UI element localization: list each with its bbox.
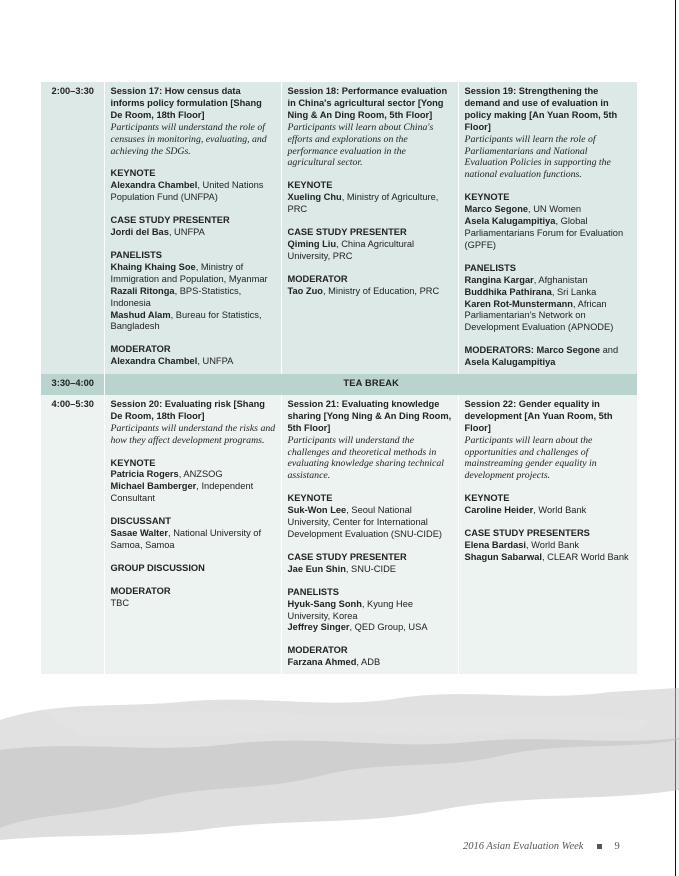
speaker-line: [111, 481, 276, 505]
section-heading: KEYNOTE: [287, 493, 333, 504]
session-cell: [104, 395, 281, 674]
speaker-line: [465, 505, 633, 517]
speaker-name: Farzana Ahmed: [287, 657, 357, 668]
footer-separator-square: [597, 844, 602, 849]
section-heading: KEYNOTE: [287, 180, 333, 191]
speaker-affiliation: , UNFPA: [197, 356, 234, 367]
speaker-name: Patricia Rogers: [110, 469, 179, 480]
speaker-name: Shagun Sabarwal: [464, 551, 542, 562]
speaker-line: [111, 598, 276, 610]
brush-stroke-decoration: [0, 680, 679, 840]
speaker-affiliation: TBC: [110, 597, 130, 608]
speaker-line: [465, 275, 633, 287]
speaker-affiliation: , UNFPA: [168, 227, 205, 238]
footer-event-title: 2016 Asian Evaluation Week: [463, 841, 584, 852]
speaker-affiliation: , QED Group, USA: [349, 622, 428, 633]
speaker-affiliation: , Afghanistan: [533, 274, 588, 285]
speaker-section: [465, 345, 633, 369]
speaker-name: Karen Rot-Munstermann: [464, 298, 573, 309]
speaker-name: Elena Bardasi: [464, 540, 526, 550]
speaker-name: Asela Kalugampitiya: [464, 357, 556, 368]
speaker-line: [288, 622, 453, 634]
speaker-line: [465, 540, 633, 552]
speaker-affiliation: , Global Parliamentarians Forum for Evaluation (GPFE): [464, 216, 624, 250]
speaker-affiliation: , Ministry of Agriculture, PRC: [287, 192, 439, 215]
speaker-name: Alexandra Chambel: [110, 356, 198, 367]
speaker-line: [111, 262, 276, 286]
schedule-table: [41, 82, 637, 674]
speaker-name: Tao Zuo: [287, 285, 323, 296]
speaker-line: [288, 564, 453, 576]
speaker-section: [288, 552, 453, 576]
speaker-affiliation: , World Bank: [526, 540, 580, 550]
session-cell: [281, 82, 458, 374]
speaker-affiliation: , Bureau for Statistics, Bangladesh: [110, 309, 262, 332]
speaker-affiliation: , Kyung Hee University, Korea: [287, 598, 414, 621]
speaker-section: [288, 180, 453, 216]
speaker-affiliation: , ADB: [356, 657, 381, 668]
speaker-name: Hyuk-Sang Sonh: [287, 598, 362, 609]
speaker-line: [288, 192, 453, 216]
section-heading: KEYNOTE: [464, 493, 510, 504]
section-heading: CASE STUDY PRESENTER: [110, 215, 230, 226]
speaker-affiliation: and: [600, 345, 619, 356]
page-footer: [463, 841, 620, 852]
session-cell: [458, 395, 637, 674]
speaker-line: [111, 469, 276, 481]
speaker-line: [111, 310, 276, 334]
session-row: [41, 395, 637, 674]
speaker-name: Jeffrey Singer: [287, 622, 350, 633]
break-time: 3:30–4:00: [41, 374, 104, 395]
speaker-affiliation: , Ministry of Immigration and Population, Myanmar: [110, 261, 268, 284]
speaker-line: [465, 216, 633, 252]
session-title: Session 20: Evaluating risk [Shang De Room, 18th Floor]: [110, 398, 265, 421]
speaker-section: [111, 516, 276, 552]
section-heading: MODERATOR: [287, 645, 348, 656]
speaker-name: Suk-Won Lee: [287, 505, 347, 516]
speaker-section: [111, 250, 276, 333]
speaker-section: [111, 586, 276, 610]
session-description: Participants will learn the role of Parliamentarians and National Evaluation Policies in supporting the national evaluation functions.: [464, 133, 611, 181]
speaker-line: [465, 345, 633, 369]
speaker-name: Jordi del Bas: [110, 227, 169, 238]
speaker-name: Jae Eun Shin: [287, 563, 346, 574]
section-heading: MODERATOR: [287, 273, 348, 284]
speaker-affiliation: , Ministry of Education, PRC: [322, 285, 440, 296]
speaker-name: Alexandra Chambel: [110, 180, 198, 191]
speaker-affiliation: , Sri Lanka: [551, 286, 597, 297]
speaker-section: [111, 458, 276, 506]
speaker-affiliation: , United Nations Population Fund (UNFPA): [110, 180, 264, 203]
speaker-section: [288, 493, 453, 541]
speaker-name: Razali Ritonga: [110, 285, 175, 296]
section-heading: PANELISTS: [464, 262, 516, 273]
session-cell: [104, 82, 281, 374]
speaker-name: Rangina Kargar: [464, 274, 534, 285]
speaker-line: [111, 180, 276, 204]
tea-break-label: TEA BREAK: [104, 374, 637, 395]
speaker-affiliation: , ANZSOG: [178, 469, 223, 480]
speaker-affiliation: , BPS-Statistics, Indonesia: [110, 285, 242, 308]
speaker-line: [288, 657, 453, 669]
speaker-name: Khaing Khaing Soe: [110, 261, 196, 272]
section-heading: CASE STUDY PRESENTER: [287, 551, 407, 562]
session-description: Participants will understand the risks and how they affect development programs.: [110, 422, 276, 446]
speaker-section: [288, 274, 453, 298]
section-heading: PANELISTS: [287, 586, 339, 597]
speaker-section: [111, 168, 276, 204]
time-slot: 4:00–5:30: [41, 395, 104, 674]
speaker-line: [465, 204, 633, 216]
speaker-affiliation: , African Parliamentarian's Network on Development Evaluation (APNODE): [464, 298, 614, 333]
session-cell: [281, 395, 458, 674]
speaker-section: [288, 587, 453, 635]
speaker-affiliation: , China Agricultural University, PRC: [287, 238, 415, 261]
section-heading: DISCUSSANT: [110, 516, 171, 527]
speaker-name: Qiming Liu: [287, 238, 337, 249]
speaker-name: Marco Segone: [464, 204, 529, 215]
speaker-section: [111, 215, 276, 239]
speaker-name: Xueling Chu: [287, 192, 342, 203]
speaker-name: Asela Kalugampitiya: [464, 216, 556, 227]
session-cell: [458, 82, 637, 374]
speaker-affiliation: , Independent Consultant: [110, 481, 254, 504]
speaker-name: Michael Bamberger: [110, 481, 197, 492]
session-description: Participants will understand the role of censuses in monitoring, evaluating, and achieving the SDGs.: [110, 121, 267, 157]
speaker-affiliation: , CLEAR World Bank: [542, 551, 629, 562]
session-title: Session 22: Gender equality in development [An Yuan Room, 5th Floor]: [464, 398, 613, 433]
speaker-line: [111, 528, 276, 552]
time-slot: 2:00–3:30: [41, 82, 104, 374]
session-row: [41, 82, 637, 374]
session-description: Participants will understand the challenges and theoretical methods in evaluating knowledge sharing technical assistance.: [287, 434, 444, 482]
section-heading: PANELISTS: [110, 249, 162, 260]
speaker-affiliation: , UN Women: [528, 204, 582, 215]
speaker-section: [465, 493, 633, 517]
speaker-line: [288, 239, 453, 263]
speaker-name: MODERATORS: Marco Segone: [464, 345, 601, 356]
session-title: Session 21: Evaluating knowledge sharing [Yong Ning & An Ding Room, 5th Floor]: [287, 398, 452, 433]
speaker-section: [465, 528, 633, 564]
speaker-section: [111, 344, 276, 368]
page-number: 9: [614, 841, 620, 852]
session-title: Session 18: Performance evaluation in China's agricultural sector [Yong Ning & An Ding Room, 5th Floor]: [287, 86, 448, 120]
session-description: Participants will learn about China's efforts and explorations on the performance evaluation in the agricultural sector.: [287, 121, 434, 169]
section-heading: MODERATOR: [110, 585, 171, 596]
speaker-line: [288, 286, 453, 298]
speaker-line: [465, 552, 633, 564]
section-heading: KEYNOTE: [464, 192, 510, 203]
speaker-line: [111, 227, 276, 239]
session-title: Session 19: Strengthening the demand and use of evaluation in policy making [An Yuan Room, 5th Floor]: [464, 86, 618, 132]
speaker-name: Caroline Heider: [464, 505, 534, 516]
speaker-line: [111, 356, 276, 368]
session-description: Participants will learn about the opportunities and challenges of mainstreaming gender equality in development projects.: [464, 434, 597, 482]
speaker-line: [465, 299, 633, 335]
speaker-name: Sasae Walter: [110, 528, 169, 539]
speaker-section: [288, 645, 453, 669]
section-heading: KEYNOTE: [110, 457, 156, 468]
speaker-section: [465, 263, 633, 334]
speaker-section: [111, 563, 276, 575]
section-heading: GROUP DISCUSSION: [110, 562, 205, 573]
speaker-line: [288, 505, 453, 541]
speaker-affiliation: , World Bank: [533, 505, 587, 516]
speaker-section: [288, 227, 453, 263]
speaker-name: Buddhika Pathirana: [464, 286, 552, 297]
speaker-affiliation: , SNU-CIDE: [345, 563, 396, 574]
section-heading: KEYNOTE: [110, 168, 156, 179]
break-row: [41, 374, 637, 395]
speaker-section: [465, 192, 633, 252]
speaker-line: [111, 286, 276, 310]
session-title: Session 17: How census data informs policy formulation [Shang De Room, 18th Floor]: [110, 86, 262, 120]
speaker-name: Mashud Alam: [110, 309, 171, 320]
speaker-line: [288, 599, 453, 623]
speaker-affiliation: , National University of Samoa, Samoa: [110, 528, 262, 550]
section-heading: MODERATOR: [110, 344, 171, 355]
speaker-affiliation: , Seoul National University, Center for International Development Evaluation (SNU-CIDE): [287, 505, 442, 539]
section-heading: CASE STUDY PRESENTER: [287, 227, 407, 238]
speaker-line: [465, 287, 633, 299]
section-heading: CASE STUDY PRESENTERS: [464, 528, 590, 539]
